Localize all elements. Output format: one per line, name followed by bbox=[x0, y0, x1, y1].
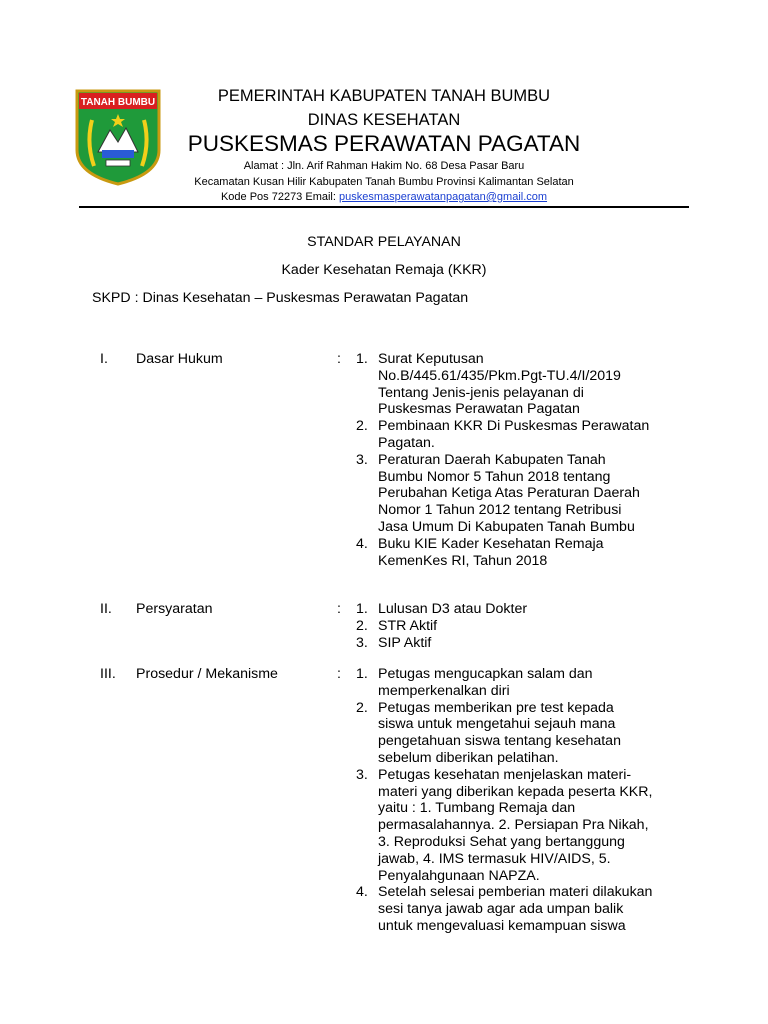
tanah-bumbu-logo bbox=[74, 88, 162, 186]
list-item-line: Pembinaan KKR Di Puskesmas Perawatan bbox=[378, 418, 650, 435]
list-item-line: Lulusan D3 atau Dokter bbox=[378, 601, 528, 617]
list-item-line: materi yang diberikan kepada peserta KKR, bbox=[378, 783, 653, 800]
list-item-line: Pagatan. bbox=[378, 434, 435, 451]
section-label: Prosedur / Mekanisme bbox=[136, 666, 278, 682]
list-item-number: 2. bbox=[356, 617, 368, 634]
list-item-line: jawab, 4. IMS termasuk HIV/AIDS, 5. bbox=[378, 850, 611, 867]
list-item-line: Penyalahgunaan NAPZA. bbox=[378, 867, 540, 884]
list-item-line: untuk mengevaluasi kemampuan siswa bbox=[378, 917, 626, 934]
list-item bbox=[356, 634, 688, 652]
section-number: I. bbox=[100, 351, 108, 367]
section-colon: : bbox=[337, 666, 341, 682]
list-item bbox=[356, 699, 688, 767]
section-item-list bbox=[356, 601, 688, 651]
list-item-line: memperkenalkan diri bbox=[378, 682, 510, 699]
postcode-email-line bbox=[170, 191, 598, 203]
puskesmas-name: PUSKESMAS PERAWATAN PAGATAN bbox=[187, 131, 581, 156]
section-colon: : bbox=[337, 601, 341, 617]
section-label: Persyaratan bbox=[136, 601, 213, 617]
section-number: II. bbox=[100, 601, 112, 617]
skpd-line: SKPD : Dinas Kesehatan – Puskesmas Perawatan Pagatan bbox=[92, 290, 469, 306]
document-title: STANDAR PELAYANAN bbox=[307, 234, 461, 250]
list-item-line: Peraturan Daerah Kabupaten Tanah bbox=[378, 451, 606, 468]
list-item-number: 1. bbox=[356, 601, 368, 617]
government-name: PEMERINTAH KABUPATEN TANAH BUMBU bbox=[217, 87, 551, 105]
document-subtitle: Kader Kesehatan Remaja (KKR) bbox=[281, 262, 487, 278]
list-item-line: Bumbu Nomor 5 Tahun 2018 tentang bbox=[378, 468, 611, 485]
address-line-1: Alamat : Jln. Arif Rahman Hakim No. 68 Desa Pasar Baru bbox=[243, 160, 525, 172]
list-item-line: siswa untuk mengetahui sejauh mana bbox=[378, 716, 616, 733]
list-item bbox=[356, 666, 688, 700]
postcode-label: Kode Pos 72273 Email: bbox=[220, 191, 339, 203]
list-item-number: 1. bbox=[356, 666, 368, 682]
section-label: Dasar Hukum bbox=[136, 351, 223, 367]
section-item-list bbox=[356, 666, 688, 935]
email-link[interactable]: puskesmasperawatanpagatan@gmail.com bbox=[338, 191, 548, 203]
section-item-list bbox=[356, 351, 688, 569]
list-item bbox=[356, 884, 688, 934]
list-item-number: 2. bbox=[356, 699, 368, 716]
list-item-number: 4. bbox=[356, 884, 368, 901]
list-item-line: 3. Reproduksi Sehat yang bertanggung bbox=[378, 833, 625, 850]
letterhead-divider bbox=[79, 206, 689, 208]
list-item-line: pengetahuan siswa tentang kesehatan bbox=[378, 733, 621, 750]
list-item-line: No.B/445.61/435/Pkm.Pgt-TU.4/I/2019 bbox=[378, 367, 621, 384]
list-item-line: KemenKes RI, Tahun 2018 bbox=[378, 552, 548, 569]
list-item bbox=[356, 617, 688, 635]
list-item-line: sebelum diberikan pelatihan. bbox=[378, 749, 559, 766]
list-item bbox=[356, 535, 688, 570]
list-item-line: Perubahan Ketiga Atas Peraturan Daerah bbox=[378, 485, 640, 502]
list-item-line: permasalahannya. 2. Persiapan Pra Nikah, bbox=[378, 817, 649, 834]
list-item-line: Petugas kesehatan menjelaskan materi- bbox=[378, 766, 632, 783]
list-item-line: Buku KIE Kader Kesehatan Remaja bbox=[378, 535, 604, 552]
department-name: DINAS KESEHATAN bbox=[307, 111, 461, 129]
list-item-number: 3. bbox=[356, 634, 368, 651]
list-item-line: Tentang Jenis-jenis pelayanan di bbox=[378, 384, 584, 401]
list-item-line: sesi tanya jawab agar ada umpan balik bbox=[378, 901, 624, 918]
list-item-number: 1. bbox=[356, 351, 368, 367]
list-item-line: Nomor 1 Tahun 2012 tentang Retribusi bbox=[378, 502, 622, 519]
list-item-line: Petugas mengucapkan salam dan bbox=[378, 666, 593, 682]
section-number: III. bbox=[100, 666, 116, 682]
list-item-line: Setelah selesai pemberian materi dilakukan bbox=[378, 884, 653, 901]
list-item-line: Surat Keputusan bbox=[378, 351, 484, 367]
list-item-number: 4. bbox=[356, 535, 368, 552]
list-item bbox=[356, 766, 688, 885]
list-item-line: Puskesmas Perawatan Pagatan bbox=[378, 401, 580, 418]
list-item-line: Jasa Umum Di Kabupaten Tanah Bumbu bbox=[378, 518, 635, 535]
section-colon: : bbox=[337, 351, 341, 367]
list-item bbox=[356, 451, 688, 536]
list-item-line: yaitu : 1. Tumbang Remaja dan bbox=[378, 800, 576, 817]
list-item-line: STR Aktif bbox=[378, 617, 438, 634]
svg-text:TANAH BUMBU: TANAH BUMBU bbox=[80, 97, 156, 108]
list-item-line: Petugas memberikan pre test kepada bbox=[378, 699, 614, 716]
list-item bbox=[356, 601, 688, 618]
list-item-number: 3. bbox=[356, 451, 368, 468]
list-item bbox=[356, 351, 688, 418]
list-item-number: 3. bbox=[356, 766, 368, 783]
list-item bbox=[356, 418, 688, 452]
address-line-2: Kecamatan Kusan Hilir Kabupaten Tanah Bumbu Provinsi Kalimantan Selatan bbox=[194, 176, 574, 188]
list-item-number: 2. bbox=[356, 418, 368, 435]
list-item-line: SIP Aktif bbox=[378, 634, 432, 651]
